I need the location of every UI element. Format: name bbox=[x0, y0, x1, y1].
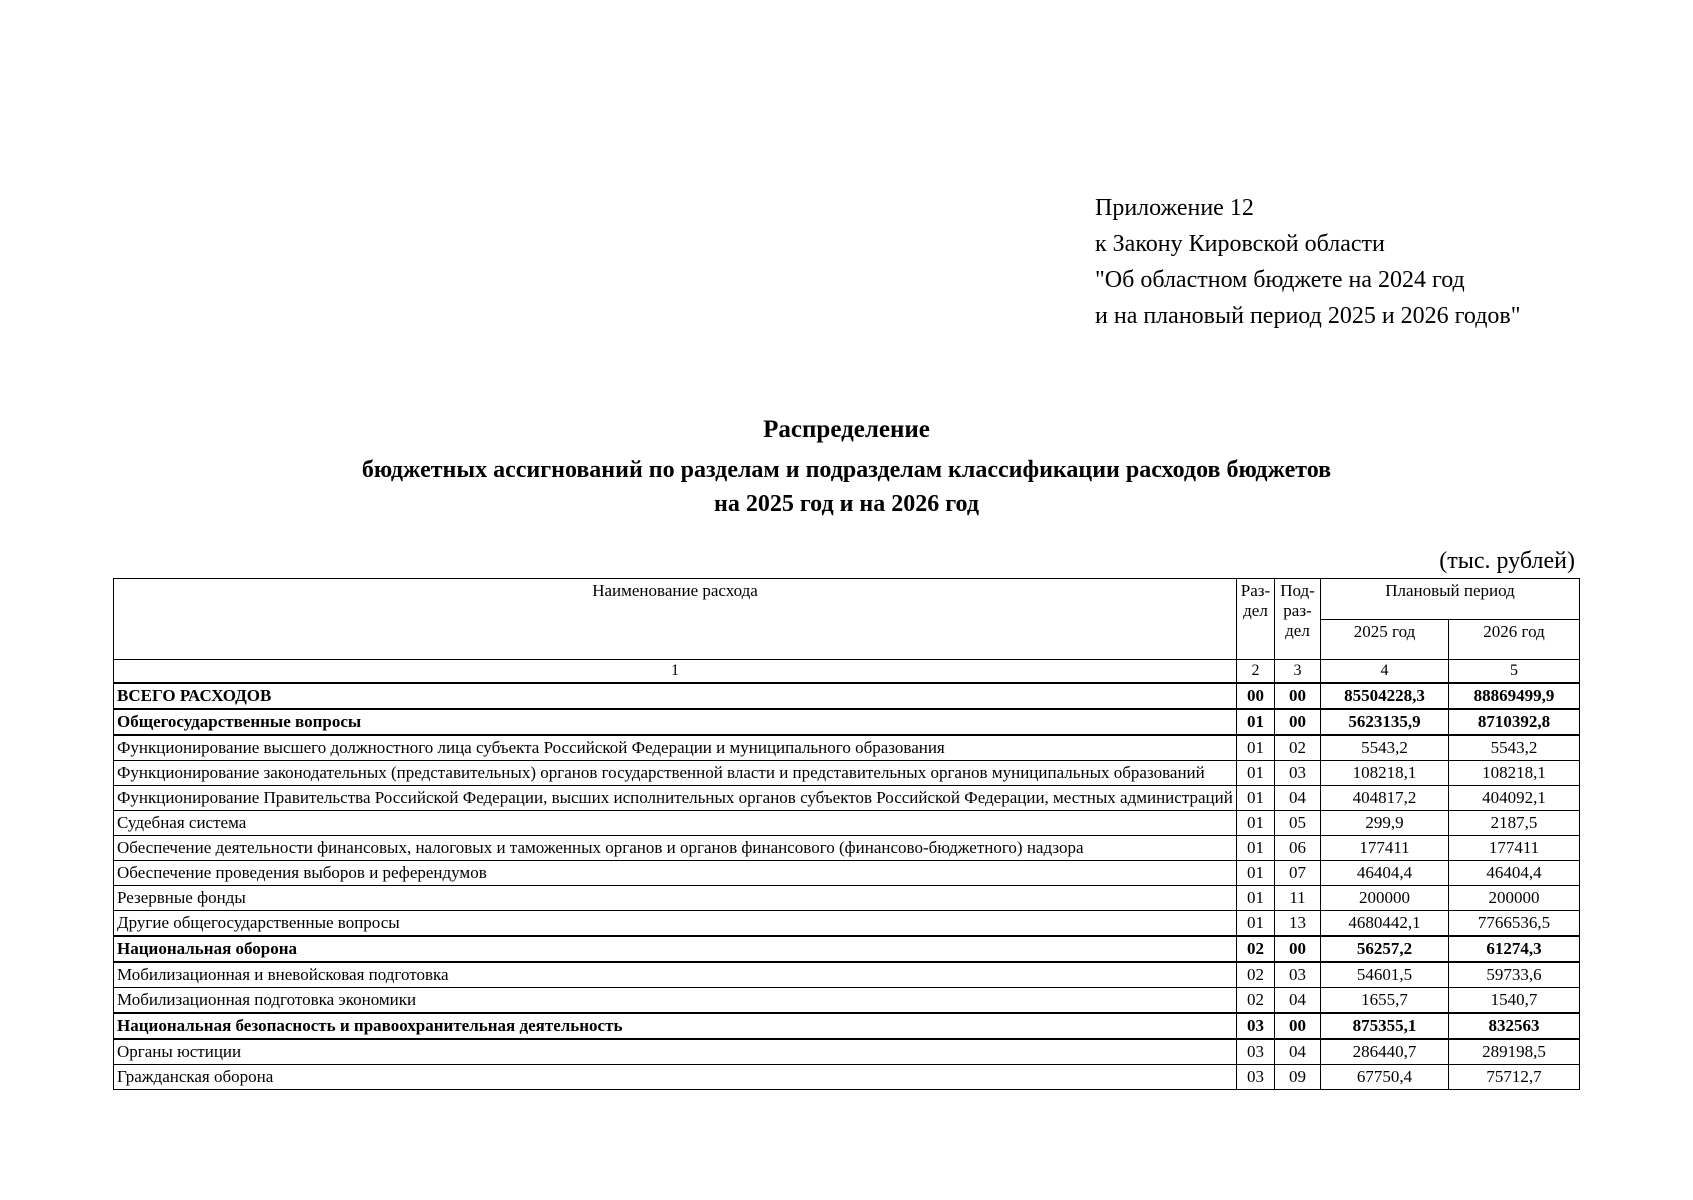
table-row bbox=[114, 886, 1580, 911]
table-row bbox=[114, 811, 1580, 836]
row-value-2025: 5623135,9 bbox=[1321, 709, 1449, 735]
appendix-line-2: к Закону Кировской области bbox=[1095, 231, 1385, 257]
row-name: Общегосударственные вопросы bbox=[114, 709, 1237, 735]
table-header bbox=[114, 579, 1580, 684]
row-value-2025: 56257,2 bbox=[1321, 936, 1449, 962]
appendix-line-4: и на плановый период 2025 и 2026 годов" bbox=[1095, 303, 1521, 329]
table-row bbox=[114, 1039, 1580, 1065]
row-value-2026: 2187,5 bbox=[1449, 811, 1580, 836]
row-section: 02 bbox=[1237, 962, 1275, 988]
row-name: Обеспечение проведения выборов и референдумов bbox=[114, 861, 1237, 886]
row-subsection: 00 bbox=[1275, 683, 1321, 709]
row-name: Судебная система bbox=[114, 811, 1237, 836]
row-value-2025: 5543,2 bbox=[1321, 735, 1449, 761]
row-section: 02 bbox=[1237, 988, 1275, 1014]
row-value-2026: 88869499,9 bbox=[1449, 683, 1580, 709]
row-value-2025: 1655,7 bbox=[1321, 988, 1449, 1014]
row-value-2025: 299,9 bbox=[1321, 811, 1449, 836]
row-value-2025: 286440,7 bbox=[1321, 1039, 1449, 1065]
units-label: (тыс. рублей) bbox=[1439, 548, 1575, 574]
table-row bbox=[114, 911, 1580, 937]
column-number: 3 bbox=[1275, 660, 1321, 684]
table-row bbox=[114, 936, 1580, 962]
table-row bbox=[114, 1065, 1580, 1090]
row-value-2025: 4680442,1 bbox=[1321, 911, 1449, 937]
row-value-2026: 75712,7 bbox=[1449, 1065, 1580, 1090]
row-section: 00 bbox=[1237, 683, 1275, 709]
row-value-2025: 200000 bbox=[1321, 886, 1449, 911]
row-value-2026: 200000 bbox=[1449, 886, 1580, 911]
row-section: 01 bbox=[1237, 709, 1275, 735]
table-row bbox=[114, 988, 1580, 1014]
row-section: 01 bbox=[1237, 735, 1275, 761]
budget-table bbox=[113, 578, 1580, 1090]
row-section: 03 bbox=[1237, 1065, 1275, 1090]
row-subsection: 13 bbox=[1275, 911, 1321, 937]
row-name: ВСЕГО РАСХОДОВ bbox=[114, 683, 1237, 709]
column-number: 4 bbox=[1321, 660, 1449, 684]
row-subsection: 00 bbox=[1275, 709, 1321, 735]
row-value-2026: 177411 bbox=[1449, 836, 1580, 861]
row-subsection: 02 bbox=[1275, 735, 1321, 761]
row-section: 01 bbox=[1237, 911, 1275, 937]
row-name: Национальная безопасность и правоохранительная деятельность bbox=[114, 1013, 1237, 1039]
table-row bbox=[114, 683, 1580, 709]
row-name: Органы юстиции bbox=[114, 1039, 1237, 1065]
row-name: Мобилизационная подготовка экономики bbox=[114, 988, 1237, 1014]
document-title: Распределение bbox=[763, 416, 930, 443]
row-value-2025: 177411 bbox=[1321, 836, 1449, 861]
row-value-2026: 61274,3 bbox=[1449, 936, 1580, 962]
row-value-2026: 5543,2 bbox=[1449, 735, 1580, 761]
table-row bbox=[114, 1013, 1580, 1039]
row-name: Функционирование Правительства Российской Федерации, высших исполнительных органов субъектов Российской Федерации, местных администраций bbox=[114, 786, 1237, 811]
row-value-2025: 54601,5 bbox=[1321, 962, 1449, 988]
row-value-2025: 85504228,3 bbox=[1321, 683, 1449, 709]
row-subsection: 06 bbox=[1275, 836, 1321, 861]
table-row bbox=[114, 709, 1580, 735]
row-subsection: 07 bbox=[1275, 861, 1321, 886]
column-numbers-row bbox=[114, 660, 1580, 684]
header-planned-period: Плановый период bbox=[1321, 579, 1580, 620]
row-subsection: 05 bbox=[1275, 811, 1321, 836]
header-name: Наименование расхода bbox=[114, 579, 1237, 660]
column-number: 5 bbox=[1449, 660, 1580, 684]
row-subsection: 04 bbox=[1275, 786, 1321, 811]
row-subsection: 04 bbox=[1275, 988, 1321, 1014]
table-row bbox=[114, 735, 1580, 761]
row-subsection: 03 bbox=[1275, 761, 1321, 786]
row-value-2025: 67750,4 bbox=[1321, 1065, 1449, 1090]
appendix-line-1: Приложение 12 bbox=[1095, 195, 1254, 221]
table-row bbox=[114, 861, 1580, 886]
header-section: Раз-дел bbox=[1237, 579, 1275, 660]
table-row bbox=[114, 962, 1580, 988]
column-number: 2 bbox=[1237, 660, 1275, 684]
row-section: 01 bbox=[1237, 886, 1275, 911]
row-name: Гражданская оборона bbox=[114, 1065, 1237, 1090]
row-name: Национальная оборона bbox=[114, 936, 1237, 962]
row-name: Мобилизационная и вневойсковая подготовка bbox=[114, 962, 1237, 988]
appendix-line-3: "Об областном бюджете на 2024 год bbox=[1095, 267, 1465, 293]
row-name: Другие общегосударственные вопросы bbox=[114, 911, 1237, 937]
row-name: Резервные фонды bbox=[114, 886, 1237, 911]
table-row bbox=[114, 836, 1580, 861]
row-subsection: 03 bbox=[1275, 962, 1321, 988]
row-section: 03 bbox=[1237, 1039, 1275, 1065]
row-value-2025: 875355,1 bbox=[1321, 1013, 1449, 1039]
row-subsection: 04 bbox=[1275, 1039, 1321, 1065]
header-year-2026: 2026 год bbox=[1449, 619, 1580, 660]
header-year-2025: 2025 год bbox=[1321, 619, 1449, 660]
table-body bbox=[114, 683, 1580, 1090]
row-name: Обеспечение деятельности финансовых, налоговых и таможенных органов и органов финансового (финансово-бюджетного) надзора bbox=[114, 836, 1237, 861]
row-value-2026: 7766536,5 bbox=[1449, 911, 1580, 937]
row-value-2026: 832563 bbox=[1449, 1013, 1580, 1039]
row-value-2025: 404817,2 bbox=[1321, 786, 1449, 811]
row-section: 01 bbox=[1237, 811, 1275, 836]
row-section: 01 bbox=[1237, 836, 1275, 861]
row-subsection: 09 bbox=[1275, 1065, 1321, 1090]
table-row bbox=[114, 786, 1580, 811]
row-value-2026: 1540,7 bbox=[1449, 988, 1580, 1014]
row-section: 02 bbox=[1237, 936, 1275, 962]
column-number: 1 bbox=[114, 660, 1237, 684]
row-value-2026: 404092,1 bbox=[1449, 786, 1580, 811]
row-section: 01 bbox=[1237, 861, 1275, 886]
row-value-2026: 108218,1 bbox=[1449, 761, 1580, 786]
appendix-block bbox=[1095, 190, 1521, 334]
row-value-2026: 289198,5 bbox=[1449, 1039, 1580, 1065]
row-subsection: 11 bbox=[1275, 886, 1321, 911]
row-section: 01 bbox=[1237, 761, 1275, 786]
document-subtitle-line-1: бюджетных ассигнований по разделам и подразделам классификации расходов бюджетов bbox=[361, 457, 1332, 483]
header-subsection: Под-раз-дел bbox=[1275, 579, 1321, 660]
row-value-2026: 8710392,8 bbox=[1449, 709, 1580, 735]
row-value-2026: 46404,4 bbox=[1449, 861, 1580, 886]
table-row bbox=[114, 761, 1580, 786]
row-value-2025: 46404,4 bbox=[1321, 861, 1449, 886]
row-section: 01 bbox=[1237, 786, 1275, 811]
row-value-2026: 59733,6 bbox=[1449, 962, 1580, 988]
row-subsection: 00 bbox=[1275, 1013, 1321, 1039]
row-name: Функционирование высшего должностного лица субъекта Российской Федерации и муниципального образования bbox=[114, 735, 1237, 761]
row-value-2025: 108218,1 bbox=[1321, 761, 1449, 786]
row-section: 03 bbox=[1237, 1013, 1275, 1039]
row-subsection: 00 bbox=[1275, 936, 1321, 962]
row-name: Функционирование законодательных (представительных) органов государственной власти и представительных органов муниципальных образований bbox=[114, 761, 1237, 786]
document-subtitle-line-2: на 2025 год и на 2026 год bbox=[714, 491, 979, 517]
